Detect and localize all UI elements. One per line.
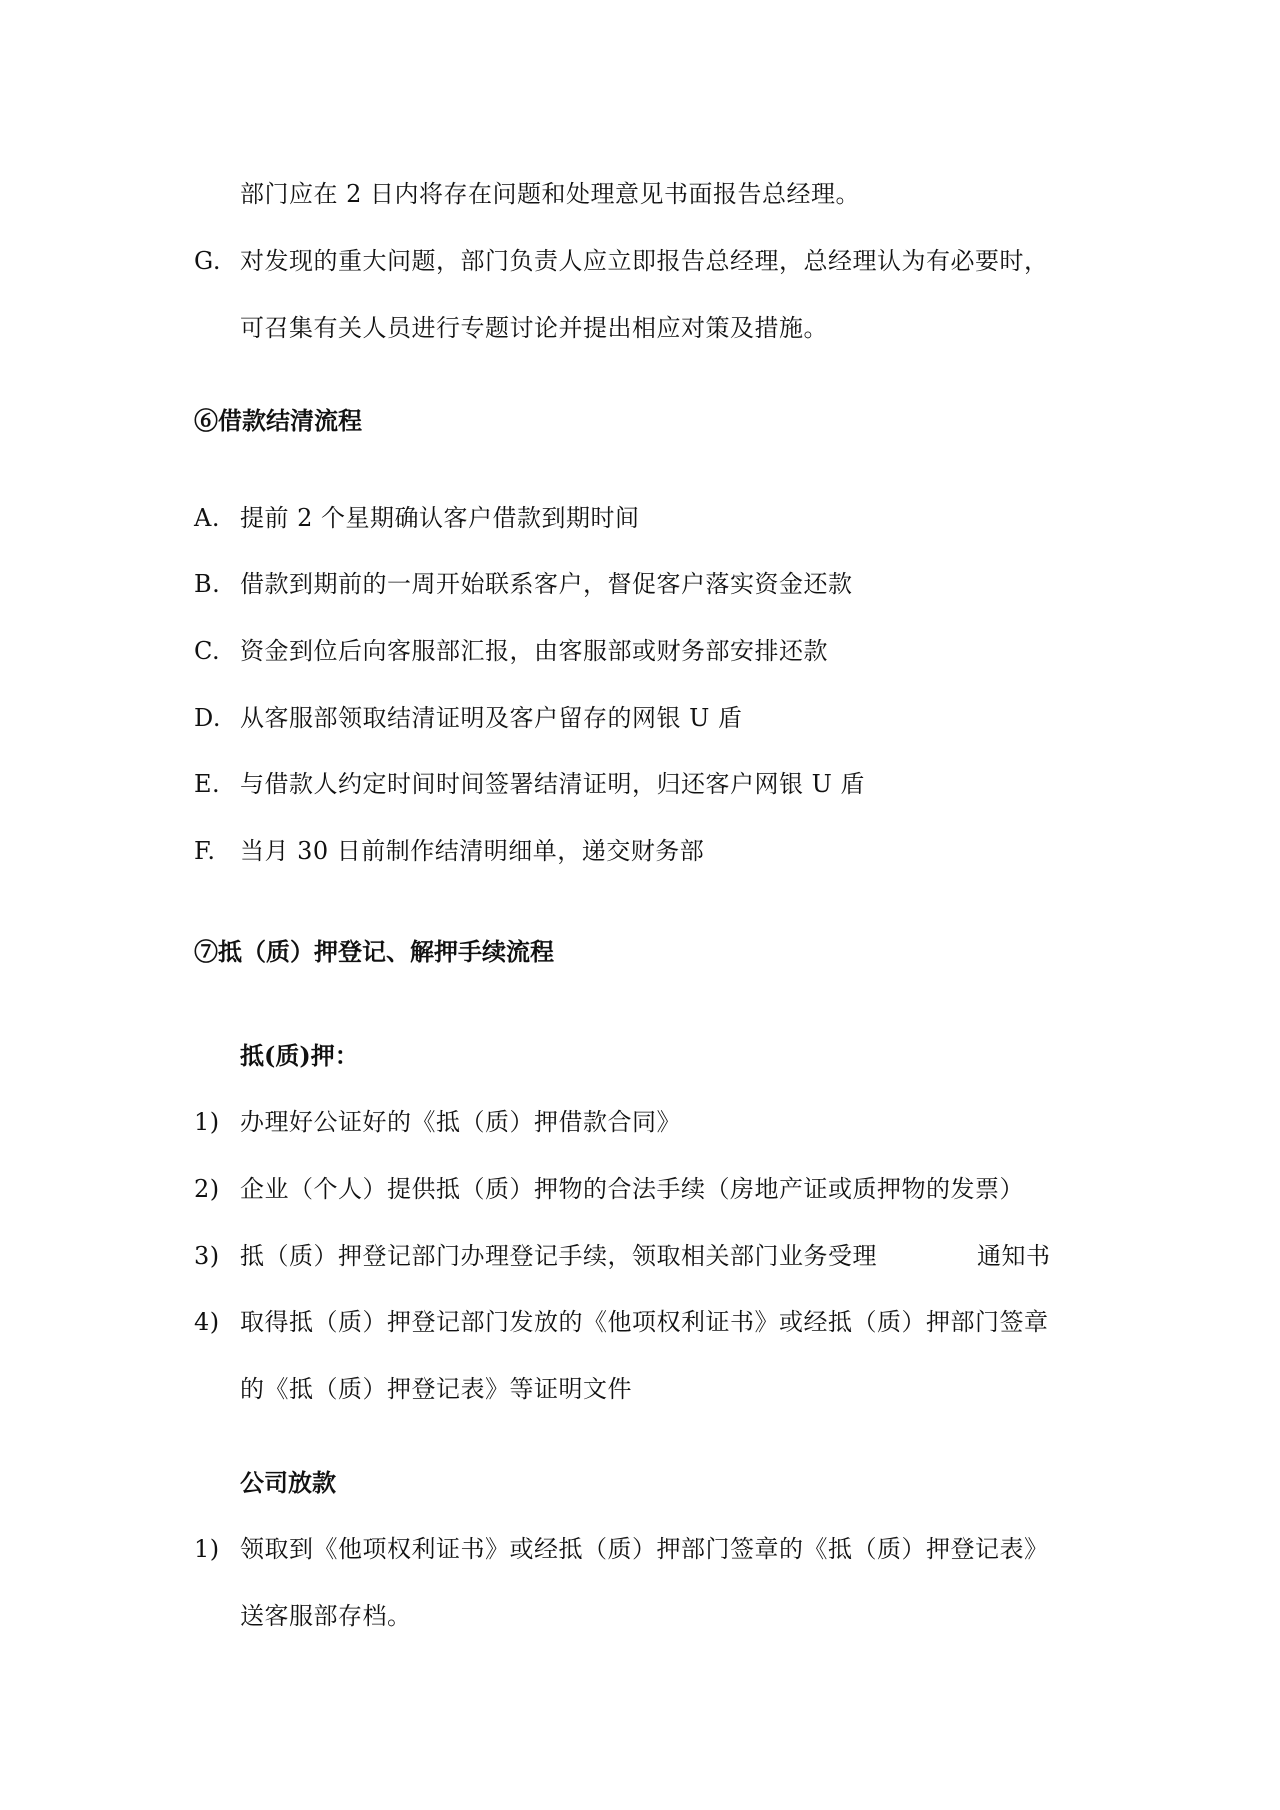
list-marker: F. xyxy=(194,837,216,865)
list-item-text: 当月 30 日前制作结清明细单，递交财务部 xyxy=(240,837,705,865)
list-marker: A. xyxy=(194,504,220,532)
list-marker: 2) xyxy=(194,1175,220,1203)
list-marker: 1) xyxy=(194,1535,220,1563)
list-marker: 1) xyxy=(194,1108,220,1136)
list-item-text: 领取到《他项权利证书》或经抵（质）押部门签章的《抵（质）押登记表》 xyxy=(240,1535,1049,1563)
list-item-text: 资金到位后向客服部汇报，由客服部或财务部安排还款 xyxy=(240,637,828,665)
list-marker: C. xyxy=(194,637,221,665)
list-marker: 4) xyxy=(194,1308,220,1336)
list-item-text: 从客服部领取结清证明及客户留存的网银 U 盾 xyxy=(240,704,743,732)
section-heading-pledge-registration: ⑦抵（质）押登记、解押手续流程 xyxy=(194,937,554,966)
list-item-text: 对发现的重大问题，部门负责人应立即报告总经理，总经理认为有必要时， xyxy=(240,247,1049,275)
list-item-text: 可召集有关人员进行专题讨论并提出相应对策及措施。 xyxy=(240,314,828,342)
list-marker: E. xyxy=(194,770,221,798)
list-marker: 3) xyxy=(194,1242,220,1270)
paragraph-text: 部门应在 2 日内将存在问题和处理意见书面报告总经理。 xyxy=(240,180,861,208)
list-marker: B. xyxy=(194,570,221,598)
list-item-text-tail: 通知书 xyxy=(977,1242,1051,1270)
list-item-text-main: 抵（质）押登记部门办理登记手续，领取相关部门业务受理 xyxy=(240,1242,877,1270)
section-heading-loan-settlement: ⑥借款结清流程 xyxy=(194,406,362,435)
list-item-text: 办理好公证好的《抵（质）押借款合同》 xyxy=(240,1108,681,1136)
list-marker: G. xyxy=(194,247,221,275)
list-item-text: 的《抵（质）押登记表》等证明文件 xyxy=(240,1375,632,1403)
list-item-text xyxy=(240,1240,1051,1272)
list-item-text: 取得抵（质）押登记部门发放的《他项权利证书》或经抵（质）押部门签章 xyxy=(240,1308,1049,1336)
list-marker: D. xyxy=(194,704,222,732)
subheading-pledge: 抵(质)押： xyxy=(240,1041,359,1070)
list-item-text: 借款到期前的一周开始联系客户，督促客户落实资金还款 xyxy=(240,570,853,598)
list-item-text: 提前 2 个星期确认客户借款到期时间 xyxy=(240,504,640,532)
subheading-loan-release: 公司放款 xyxy=(240,1468,336,1497)
list-item-text: 与借款人约定时间时间签署结清证明，归还客户网银 U 盾 xyxy=(240,770,865,798)
list-item-text: 企业（个人）提供抵（质）押物的合法手续（房地产证或质押物的发票） xyxy=(240,1175,1024,1203)
list-item-text: 送客服部存档。 xyxy=(240,1602,412,1630)
